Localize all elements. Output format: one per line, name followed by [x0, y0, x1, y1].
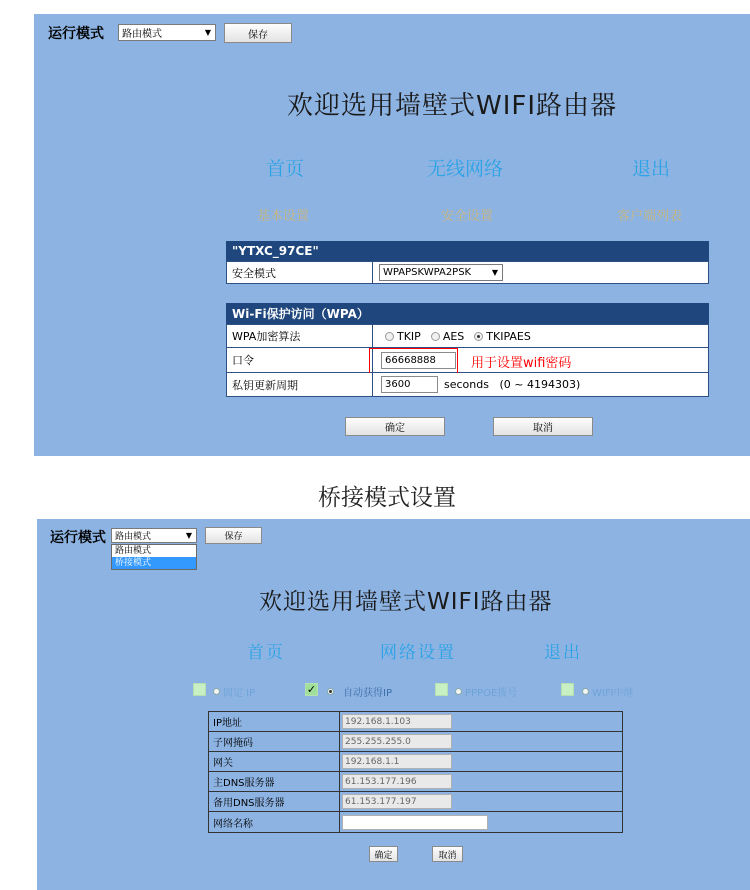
- run-mode-label: 运行模式: [48, 26, 104, 42]
- chevron-down-icon: ▼: [185, 531, 192, 540]
- run-mode-select[interactable]: [111, 528, 197, 543]
- network-name-field[interactable]: [342, 815, 488, 830]
- option-static-ip-label: 固定 IP: [223, 688, 256, 699]
- option-pppoe[interactable]: [455, 684, 517, 699]
- radio-aes[interactable]: [431, 330, 464, 343]
- nav-logout[interactable]: 退出: [632, 158, 671, 180]
- run-mode-select[interactable]: [118, 24, 216, 41]
- network-settings-table: [208, 711, 623, 833]
- network-name-label: 网络名称: [209, 812, 340, 832]
- table-row: [209, 792, 622, 812]
- primary-dns-field[interactable]: [342, 774, 452, 789]
- table-row: [209, 712, 622, 732]
- radio-icon[interactable]: [431, 332, 440, 341]
- primary-dns-label: 主DNS服务器: [209, 772, 340, 791]
- secondary-dns-value: 61.153.177.197: [345, 796, 417, 807]
- nav-home[interactable]: 首页: [266, 158, 305, 180]
- passphrase-value: 66668888: [385, 354, 436, 366]
- bridge-mode-panel: [37, 519, 750, 890]
- secondary-dns-field[interactable]: [342, 794, 452, 809]
- chevron-down-icon: ▼: [491, 268, 498, 277]
- cancel-button[interactable]: 取消: [432, 846, 463, 862]
- ssid-header: [226, 241, 709, 261]
- subnet-mask-field[interactable]: [342, 734, 452, 749]
- ip-address-value: 192.168.1.103: [345, 716, 411, 727]
- nav-wireless[interactable]: 无线网络: [427, 158, 504, 180]
- run-mode-select-value: 路由模式: [122, 29, 162, 40]
- cancel-button[interactable]: 取消: [493, 417, 593, 436]
- secondary-dns-label: 备用DNS服务器: [209, 792, 340, 811]
- option-wifi-repeater[interactable]: [582, 684, 634, 699]
- rekey-row: [226, 373, 709, 397]
- option-static-ip[interactable]: [213, 684, 255, 699]
- radio-icon[interactable]: [213, 688, 220, 695]
- subnav-clients[interactable]: 客户端列表: [617, 209, 683, 224]
- radio-tkip-label: TKIP: [397, 329, 421, 343]
- page-title: 欢迎选用墙壁式WIFI路由器: [259, 589, 553, 615]
- page-title: 欢迎选用墙壁式WIFI路由器: [287, 91, 617, 121]
- ssid-header-text: "YTXC_97CE": [232, 244, 319, 258]
- radio-icon[interactable]: [455, 688, 462, 695]
- table-row: [209, 812, 622, 832]
- run-mode-label: 运行模式: [50, 530, 106, 546]
- security-mode-row: [226, 261, 709, 284]
- rekey-input[interactable]: [381, 376, 438, 393]
- checkbox-wifi-repeater[interactable]: [561, 683, 574, 696]
- option-dhcp-label: 自动获得IP: [343, 688, 392, 699]
- dropdown-option-bridge[interactable]: 桥接模式: [112, 557, 196, 569]
- option-wifi-repeater-label: WIFI中继: [592, 688, 634, 699]
- table-row: [209, 752, 622, 772]
- nav-logout[interactable]: 退出: [544, 643, 582, 663]
- save-button[interactable]: 保存: [224, 23, 292, 43]
- passphrase-label: 口令: [227, 348, 373, 372]
- gateway-field[interactable]: [342, 754, 452, 769]
- table-row: [209, 772, 622, 792]
- gateway-value: 192.168.1.1: [345, 756, 400, 767]
- checkbox-static-ip[interactable]: [193, 683, 206, 696]
- ok-button[interactable]: 确定: [369, 846, 398, 862]
- gateway-label: 网关: [209, 752, 340, 771]
- subnav-basic[interactable]: 基本设置: [257, 209, 310, 224]
- section-title: 桥接模式设置: [318, 485, 456, 511]
- security-mode-label: 安全模式: [227, 262, 373, 283]
- router-mode-panel: [34, 14, 750, 456]
- primary-dns-value: 61.153.177.196: [345, 776, 417, 787]
- wpa-header-text: Wi-Fi保护访问（WPA）: [232, 307, 369, 321]
- radio-selected-icon[interactable]: [474, 332, 483, 341]
- radio-icon[interactable]: [385, 332, 394, 341]
- radio-tkip[interactable]: [385, 330, 421, 343]
- nav-network-settings[interactable]: 网络设置: [380, 643, 456, 663]
- table-row: [209, 732, 622, 752]
- dropdown-option-router[interactable]: 路由模式: [115, 546, 152, 556]
- run-mode-select-value: 路由模式: [115, 532, 152, 542]
- check-icon: ✓: [306, 683, 317, 696]
- run-mode-dropdown: [111, 544, 197, 570]
- security-mode-select[interactable]: [379, 264, 503, 281]
- radio-aes-label: AES: [442, 329, 465, 343]
- ip-address-label: IP地址: [209, 712, 340, 731]
- passphrase-row: [226, 348, 709, 373]
- radio-icon[interactable]: [582, 688, 589, 695]
- checkbox-pppoe[interactable]: [435, 683, 448, 696]
- ip-address-field[interactable]: [342, 714, 452, 729]
- wpa-algo-label: WPA加密算法: [227, 325, 373, 347]
- radio-selected-icon[interactable]: [327, 688, 334, 695]
- wpa-header: [226, 303, 709, 324]
- highlight-box: [369, 348, 458, 374]
- radio-tkipaes[interactable]: [474, 330, 531, 343]
- subnav-security[interactable]: 安全设置: [441, 209, 494, 224]
- save-button[interactable]: 保存: [205, 527, 262, 544]
- subnet-mask-label: 子网掩码: [209, 732, 340, 751]
- nav-home[interactable]: 首页: [247, 643, 285, 663]
- option-dhcp[interactable]: [327, 684, 392, 699]
- passphrase-note: 用于设置wifi密码: [471, 356, 572, 371]
- radio-tkipaes-label: TKIPAES: [486, 329, 531, 343]
- chevron-down-icon: ▼: [204, 28, 211, 37]
- rekey-label: 私钥更新周期: [227, 373, 373, 396]
- checkbox-dhcp[interactable]: [305, 683, 318, 696]
- wpa-algo-row: [226, 324, 709, 348]
- ok-button[interactable]: 确定: [345, 417, 445, 436]
- rekey-unit: seconds (0 ~ 4194303): [444, 378, 581, 391]
- security-mode-value: WPAPSKWPA2PSK: [383, 267, 472, 278]
- subnet-mask-value: 255.255.255.0: [345, 736, 411, 747]
- rekey-value: 3600: [385, 379, 411, 390]
- option-pppoe-label: PPPOE拨号: [465, 688, 518, 699]
